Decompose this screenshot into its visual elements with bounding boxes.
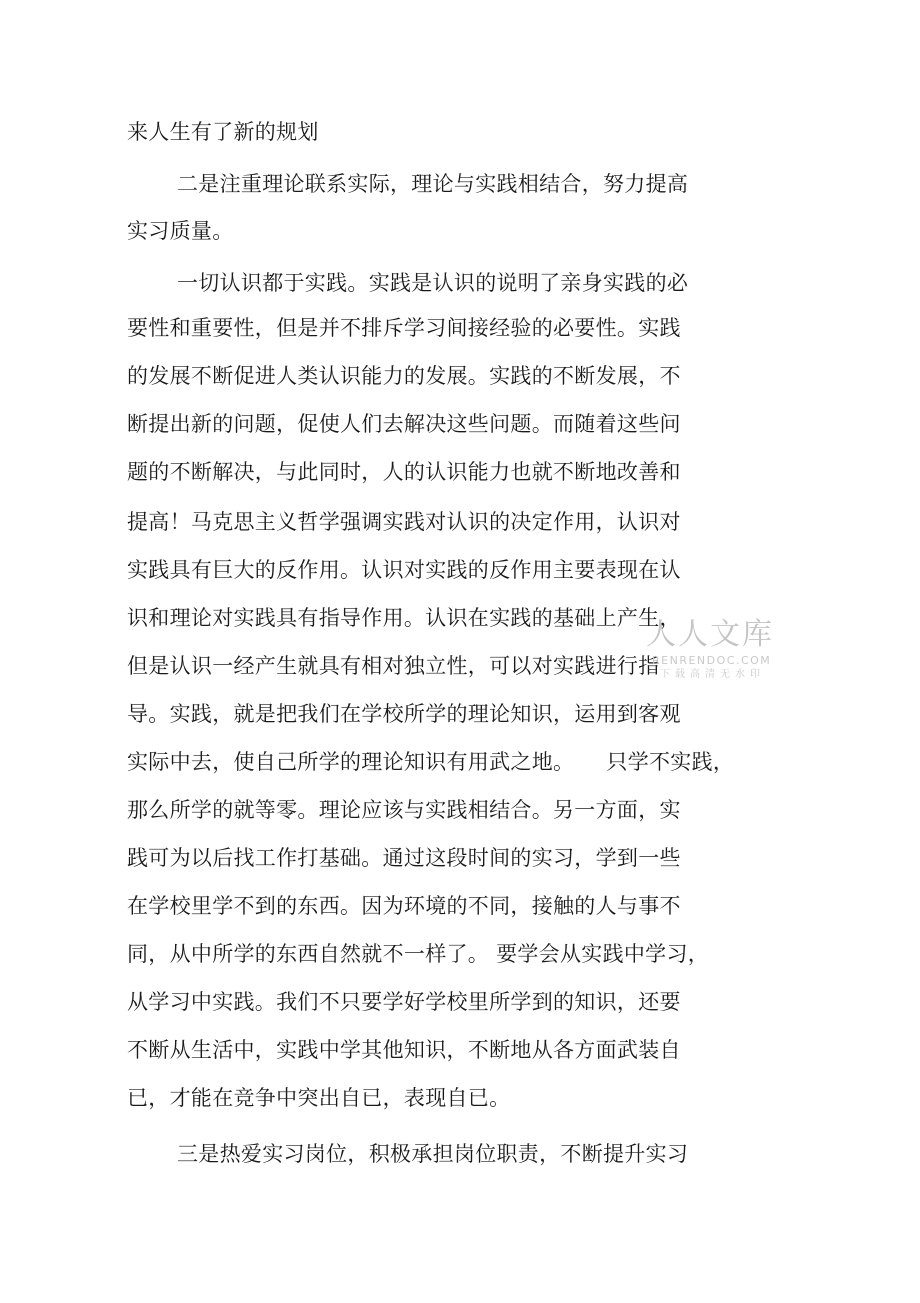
watermark-slogan: 下载高清无水印 [660, 669, 765, 680]
watermark-url: RENRENDOC.COM [652, 654, 772, 667]
text-line-8: 题的不断解决，与此同时，人的认识能力也就不断地改善和 [127, 460, 681, 484]
text-line-18: 同，从中所学的东西自然就不一样了。 要学会从实践中学习， [127, 942, 710, 966]
text-line-13: 导。实践，就是把我们在学校所学的理论知识，运用到客观 [127, 702, 681, 726]
text-line-7: 断提出新的问题，促使人们去解决这些问题。而随着这些问 [127, 412, 681, 436]
text-line-5: 要性和重要性，但是并不排斥学习间接经验的必要性。实践 [127, 316, 681, 340]
text-line-3: 实习质量。 [127, 219, 234, 243]
paragraph-start-4: 一切认识都于实践。实践是认识的说明了亲身实践的必 [177, 271, 689, 295]
text-line-20: 不断从生活中，实践中学其他知识，不断地从各方面武装自 [127, 1038, 681, 1062]
text-line-14: 实际中去，使自己所学的理论知识有用武之地。 只学不实践， [127, 750, 735, 774]
watermark-title: 人人文库 [646, 617, 774, 652]
text-line-10: 实践具有巨大的反作用。认识对实践的反作用主要表现在认 [127, 558, 681, 582]
text-line-6: 的发展不断促进人类认识能力的发展。实践的不断发展，不 [127, 364, 681, 388]
text-line-15: 那么所学的就等零。理论应该与实践相结合。另一方面，实 [127, 798, 681, 822]
text-line-9: 提高！马克思主义哲学强调实践对认识的决定作用，认识对 [127, 510, 681, 534]
text-line-12: 但是认识一经产生就具有相对独立性，可以对实践进行指 [127, 654, 660, 678]
text-line-17: 在学校里学不到的东西。因为环境的不同，接触的人与事不 [127, 894, 681, 918]
text-line-16: 践可为以后找工作打基础。通过这段时间的实习，学到一些 [127, 846, 681, 870]
paragraph-heading-22: 三是热爱实习岗位，积极承担岗位职责，不断提升实习 [177, 1142, 689, 1166]
text-line-19: 从学习中实践。我们不只要学好学校里所学到的知识，还要 [127, 990, 681, 1014]
text-line-1: 来人生有了新的规划 [127, 120, 319, 144]
paragraph-heading-2: 二是注重理论联系实际，理论与实践相结合，努力提高 [177, 172, 689, 196]
text-line-11: 识和理论对实践具有指导作用。认识在实践的基础上产生， [127, 606, 681, 630]
text-line-21: 已，才能在竞争中突出自已，表现自已。 [127, 1086, 511, 1110]
